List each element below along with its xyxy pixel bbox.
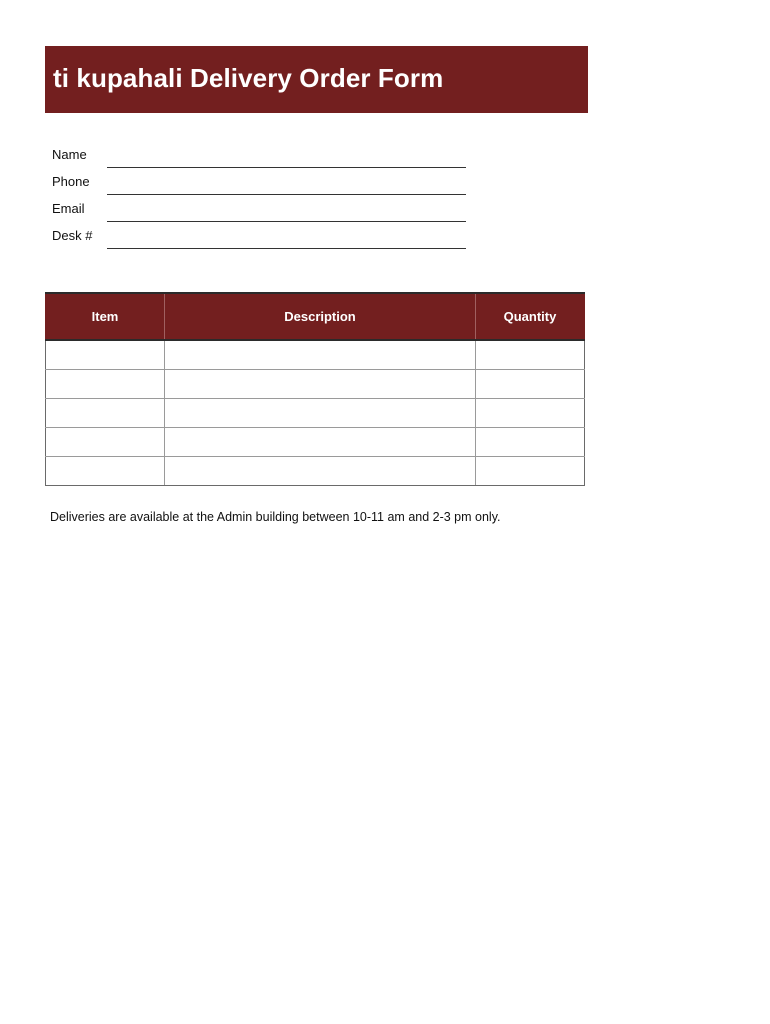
table-row [46,399,585,428]
table-row [46,457,585,486]
quantity-cell[interactable] [476,399,585,428]
quantity-cell[interactable] [476,370,585,399]
table-header-row [46,293,585,340]
title-banner [45,46,588,113]
order-table [45,292,585,486]
desk-input[interactable] [107,248,466,249]
description-cell[interactable] [165,340,476,370]
description-cell[interactable] [165,428,476,457]
item-column-header: Item [46,293,165,340]
name-field-row [52,146,466,168]
email-label: Email [52,201,85,216]
table-row [46,340,585,370]
table-row [46,370,585,399]
quantity-cell[interactable] [476,340,585,370]
description-column-header: Description [165,293,476,340]
item-cell[interactable] [46,370,165,399]
email-input[interactable] [107,221,466,222]
quantity-cell[interactable] [476,428,585,457]
item-cell[interactable] [46,399,165,428]
table-row [46,428,585,457]
phone-label: Phone [52,174,90,189]
phone-input[interactable] [107,194,466,195]
item-cell[interactable] [46,428,165,457]
item-cell[interactable] [46,457,165,486]
desk-field-row [52,227,466,249]
page-title: ti kupahali Delivery Order Form [53,63,444,93]
name-label: Name [52,147,87,162]
description-cell[interactable] [165,370,476,399]
name-input[interactable] [107,167,466,168]
desk-label: Desk # [52,228,93,243]
description-cell[interactable] [165,399,476,428]
item-cell[interactable] [46,340,165,370]
quantity-column-header: Quantity [476,293,585,340]
delivery-note: Deliveries are available at the Admin building between 10-11 am and 2-3 pm only. [50,510,501,524]
description-cell[interactable] [165,457,476,486]
quantity-cell[interactable] [476,457,585,486]
email-field-row [52,200,466,222]
phone-field-row [52,173,466,195]
